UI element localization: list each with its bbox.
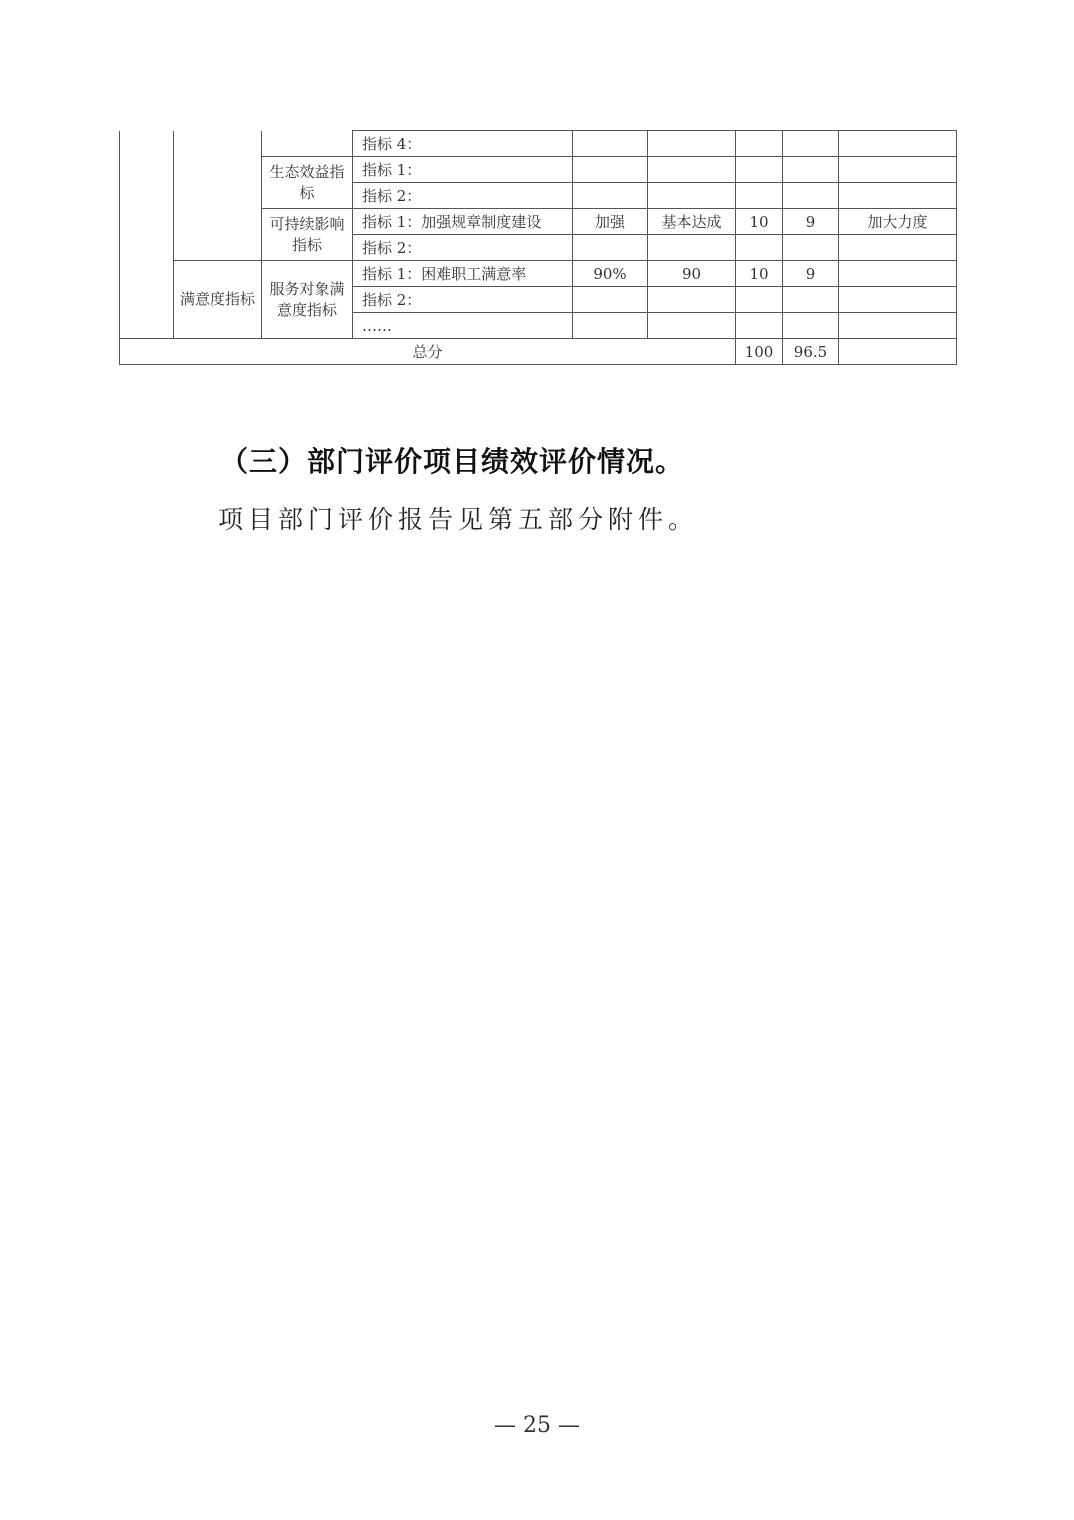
indicator-cell: 指标 4： [353, 131, 573, 157]
category-cell [262, 131, 353, 157]
weight-cell [736, 235, 783, 261]
page-number: — 25 — [494, 1413, 580, 1438]
weight-cell: 10 [736, 261, 783, 287]
indicator-cell: 指标 1： [353, 157, 573, 183]
target-cell [573, 157, 648, 183]
indicator-cell: 指标 2： [353, 287, 573, 313]
note-cell [839, 261, 957, 287]
score-cell: 9 [783, 261, 839, 287]
target-cell [573, 313, 648, 339]
actual-cell [648, 157, 736, 183]
target-cell: 90% [573, 261, 648, 287]
weight-cell: 10 [736, 209, 783, 235]
category-cell: 服务对象满意度指标 [262, 261, 353, 339]
score-cell [783, 287, 839, 313]
section-body-text: 项目部门评价报告见第五部分附件。 [218, 505, 699, 534]
category-cell: 可持续影响指标 [262, 209, 353, 261]
actual-cell [648, 183, 736, 209]
indicator-cell: 指标 1：困难职工满意率 [353, 261, 573, 287]
actual-cell [648, 313, 736, 339]
total-score: 96.5 [783, 339, 839, 365]
score-cell: 9 [783, 209, 839, 235]
score-cell [783, 131, 839, 157]
level2-cell [174, 131, 262, 261]
score-cell [783, 157, 839, 183]
table-row [120, 261, 957, 287]
target-cell [573, 183, 648, 209]
target-cell [573, 235, 648, 261]
note-cell [839, 131, 957, 157]
total-label: 总分 [120, 339, 736, 365]
score-cell [783, 235, 839, 261]
weight-cell [736, 157, 783, 183]
target-cell: 加强 [573, 209, 648, 235]
note-cell [839, 287, 957, 313]
score-cell [783, 313, 839, 339]
actual-cell [648, 131, 736, 157]
section-heading: （三）部门评价项目绩效评价情况。 [220, 445, 685, 478]
note-cell [839, 235, 957, 261]
weight-cell [736, 313, 783, 339]
category-cell: 生态效益指标 [262, 157, 353, 209]
note-cell: 加大力度 [839, 209, 957, 235]
indicator-cell: …… [353, 313, 573, 339]
indicator-cell: 指标 1：加强规章制度建设 [353, 209, 573, 235]
note-cell [839, 183, 957, 209]
level2-cell: 满意度指标 [174, 261, 262, 339]
performance-table [119, 130, 957, 365]
weight-cell [736, 131, 783, 157]
indicator-cell: 指标 2： [353, 183, 573, 209]
target-cell [573, 131, 648, 157]
score-cell [783, 183, 839, 209]
actual-cell: 90 [648, 261, 736, 287]
table-row [120, 131, 957, 157]
actual-cell [648, 235, 736, 261]
actual-cell [648, 287, 736, 313]
weight-cell [736, 183, 783, 209]
note-cell [839, 157, 957, 183]
target-cell [573, 287, 648, 313]
total-row [120, 339, 957, 365]
level1-cell [120, 131, 174, 339]
total-weight: 100 [736, 339, 783, 365]
indicator-cell: 指标 2： [353, 235, 573, 261]
weight-cell [736, 287, 783, 313]
actual-cell: 基本达成 [648, 209, 736, 235]
total-note [839, 339, 957, 365]
note-cell [839, 313, 957, 339]
